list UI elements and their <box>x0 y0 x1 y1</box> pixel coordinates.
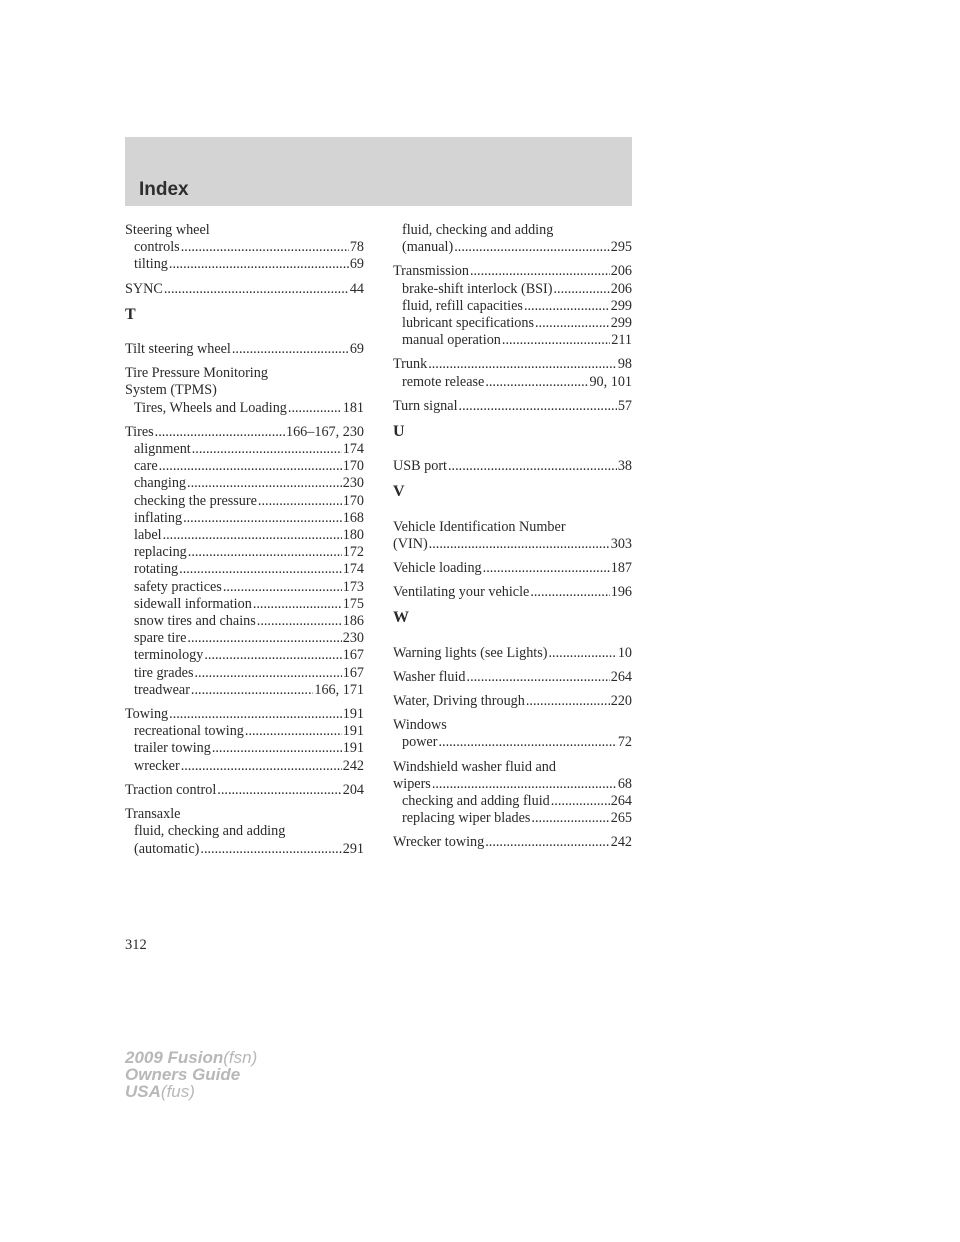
index-subentry <box>125 682 364 699</box>
page-number: 312 <box>125 937 147 953</box>
entry-term: Tire Pressure Monitoring <box>125 365 268 382</box>
footer-line-model <box>125 1049 257 1066</box>
entry-page-ref: 186 <box>342 613 364 630</box>
index-entry <box>393 458 632 475</box>
dot-leader <box>253 596 342 613</box>
entry-page-ref: 191 <box>342 740 364 757</box>
index-subentry <box>393 298 632 315</box>
dot-leader <box>245 723 342 740</box>
entry-page-ref: 265 <box>610 810 632 827</box>
index-subentry <box>125 823 364 840</box>
dot-leader <box>159 458 342 475</box>
index-entry <box>393 669 632 686</box>
entry-page-ref: 72 <box>617 734 632 751</box>
index-entry <box>393 356 632 390</box>
dot-leader <box>155 424 285 441</box>
entry-page-ref: 166, 171 <box>314 681 364 698</box>
entry-term: Turn signal <box>393 397 458 414</box>
dot-leader <box>194 665 341 682</box>
entry-page-ref: 220 <box>610 693 632 710</box>
entry-term: Vehicle Identification Number <box>393 518 566 535</box>
index-entry-line <box>125 382 364 399</box>
dot-leader <box>467 669 610 686</box>
footer-market: USA <box>125 1082 161 1101</box>
entry-page-ref: 242 <box>342 757 364 774</box>
entry-term: treadwear <box>134 681 190 698</box>
entry-term: manual operation <box>402 332 501 349</box>
entry-page-ref: 291 <box>342 840 364 857</box>
entry-term: tilting <box>134 256 168 273</box>
index-entry-line <box>393 759 632 776</box>
entry-page-ref: 230 <box>342 475 364 492</box>
entry-term: replacing <box>134 544 187 561</box>
entry-term: brake-shift interlock (BSI) <box>402 280 553 297</box>
dot-leader <box>179 561 342 578</box>
index-entry-line <box>125 424 364 441</box>
index-subentry <box>125 723 364 740</box>
footer-market-code: (fus) <box>160 1082 195 1101</box>
dot-leader <box>530 584 609 601</box>
index-entry <box>125 281 364 298</box>
index-subentry <box>125 510 364 527</box>
entry-page-ref: 57 <box>617 397 632 414</box>
index-entry-line <box>125 806 364 823</box>
index-subentry <box>125 596 364 613</box>
entry-term: Tires, Wheels and Loading <box>134 399 287 416</box>
entry-page-ref: 242 <box>610 834 632 851</box>
footer-line-guide <box>125 1066 257 1083</box>
index-entry <box>393 584 632 601</box>
index-entry <box>125 424 364 699</box>
entry-term: Tires <box>125 423 154 440</box>
entry-page-ref: 206 <box>610 263 632 280</box>
entry-term: Transmission <box>393 263 469 280</box>
entry-page-ref: 38 <box>617 458 632 475</box>
entry-term: terminology <box>134 647 204 664</box>
dot-leader <box>258 493 342 510</box>
index-subentry <box>393 734 632 751</box>
dot-leader <box>187 475 342 492</box>
index-entry-line <box>393 458 632 475</box>
dot-leader <box>181 239 349 256</box>
entry-term: tire grades <box>134 664 194 681</box>
index-entry-line <box>393 263 632 280</box>
index-entry <box>125 222 364 274</box>
dot-leader <box>429 536 610 553</box>
entry-term: Wrecker towing <box>393 834 485 851</box>
entry-term: Windows <box>393 717 447 734</box>
entry-term: rotating <box>134 561 179 578</box>
dot-leader <box>459 398 617 415</box>
entry-term: safety practices <box>134 578 222 595</box>
entry-term: Water, Driving through <box>393 693 525 710</box>
entry-term: Tilt steering wheel <box>125 341 231 358</box>
index-subentry <box>125 441 364 458</box>
dot-leader <box>257 613 342 630</box>
dot-leader <box>531 810 609 827</box>
entry-term: Windshield washer fluid and <box>393 758 556 775</box>
dot-leader <box>535 315 610 332</box>
index-subentry <box>125 400 364 417</box>
index-entry <box>393 693 632 710</box>
dot-leader <box>524 298 610 315</box>
index-entry <box>393 717 632 751</box>
index-entry <box>125 706 364 775</box>
index-entry-line <box>393 560 632 577</box>
index-subentry <box>125 758 364 775</box>
index-entry-line <box>393 536 632 553</box>
entry-term: Warning lights (see Lights) <box>393 644 548 661</box>
dot-leader <box>551 793 610 810</box>
entry-page-ref: 69 <box>349 341 364 358</box>
index-entry <box>393 519 632 553</box>
index-entry-line <box>125 222 364 239</box>
dot-leader <box>438 734 616 751</box>
entry-term: fluid, refill capacities <box>402 297 523 314</box>
dot-leader <box>470 263 610 280</box>
dot-leader <box>448 458 617 475</box>
entry-term: controls <box>134 239 180 256</box>
document-footer <box>125 1049 257 1100</box>
entry-page-ref: 204 <box>342 781 364 798</box>
index-entry <box>393 222 632 256</box>
index-subentry <box>393 239 632 256</box>
dot-leader <box>432 776 617 793</box>
index-column-left <box>125 222 364 865</box>
dot-leader <box>204 647 341 664</box>
entry-page-ref: 211 <box>611 332 632 349</box>
index-entry <box>125 806 364 858</box>
entry-term: snow tires and chains <box>134 613 256 630</box>
entry-page-ref: 90, 101 <box>589 373 632 390</box>
dot-leader <box>192 441 342 458</box>
index-entry <box>125 341 364 358</box>
entry-term: (VIN) <box>393 535 428 552</box>
index-entry-line <box>393 398 632 415</box>
entry-term: lubricant specifications <box>402 315 534 332</box>
index-entry-line <box>125 341 364 358</box>
entry-page-ref: 299 <box>610 315 632 332</box>
entry-page-ref: 172 <box>342 544 364 561</box>
entry-page-ref: 295 <box>610 239 632 256</box>
entry-term: Ventilating your vehicle <box>393 584 530 601</box>
entry-term: Vehicle loading <box>393 560 482 577</box>
index-entry-line <box>393 776 632 793</box>
entry-term: (automatic) <box>134 840 200 857</box>
entry-page-ref: 181 <box>342 399 364 416</box>
index-entry-line <box>393 645 632 662</box>
index-entry-line <box>393 356 632 373</box>
section-header <box>125 137 632 206</box>
index-letter-heading: U <box>393 423 405 441</box>
entry-term: (manual) <box>402 239 454 256</box>
dot-leader <box>163 527 342 544</box>
dot-leader <box>485 374 588 391</box>
entry-page-ref: 78 <box>349 239 364 256</box>
entry-term: wipers <box>393 775 431 792</box>
index-entry-line <box>125 281 364 298</box>
entry-page-ref: 98 <box>617 356 632 373</box>
entry-page-ref: 191 <box>342 723 364 740</box>
entry-page-ref: 10 <box>617 644 632 661</box>
entry-term: USB port <box>393 458 447 475</box>
footer-line-market <box>125 1083 257 1100</box>
entry-page-ref: 175 <box>342 595 364 612</box>
dot-leader <box>232 341 349 358</box>
index-entry-line <box>393 519 632 536</box>
entry-term: sidewall information <box>134 595 252 612</box>
entry-term: fluid, checking and adding <box>402 222 554 238</box>
entry-page-ref: 167 <box>342 664 364 681</box>
dot-leader <box>485 834 610 851</box>
index-subentry <box>393 332 632 349</box>
index-entry-line <box>393 669 632 686</box>
entry-page-ref: 68 <box>617 775 632 792</box>
entry-page-ref: 174 <box>342 561 364 578</box>
entry-page-ref: 168 <box>342 509 364 526</box>
index-subentry <box>393 315 632 332</box>
index-letter-heading: V <box>393 483 405 501</box>
entry-page-ref: 174 <box>342 441 364 458</box>
index-letter-heading: T <box>125 305 136 323</box>
dot-leader <box>526 693 610 710</box>
entry-page-ref: 264 <box>610 793 632 810</box>
index-entry-line <box>393 693 632 710</box>
dot-leader <box>188 544 342 561</box>
dot-leader <box>191 682 313 699</box>
entry-term: wrecker <box>134 757 180 774</box>
entry-term: Traction control <box>125 781 217 798</box>
index-letter-heading: W <box>393 609 409 627</box>
entry-page-ref: 303 <box>610 535 632 552</box>
entry-page-ref: 180 <box>342 527 364 544</box>
entry-term: replacing wiper blades <box>402 810 531 827</box>
entry-term: Transaxle <box>125 806 181 823</box>
entry-term: label <box>134 527 162 544</box>
entry-page-ref: 170 <box>342 458 364 475</box>
entry-term: remote release <box>402 373 485 390</box>
entry-term: alignment <box>134 441 191 458</box>
index-subentry <box>393 793 632 810</box>
entry-page-ref: 264 <box>610 668 632 685</box>
entry-term: Towing <box>125 706 169 723</box>
dot-leader <box>483 560 610 577</box>
entry-page-ref: 206 <box>610 280 632 297</box>
index-entry-line <box>125 365 364 382</box>
index-subentry <box>393 810 632 827</box>
entry-term: SYNC <box>125 280 163 297</box>
entry-page-ref: 69 <box>349 256 364 273</box>
entry-page-ref: 230 <box>342 630 364 647</box>
dot-leader <box>217 782 341 799</box>
index-entry <box>393 645 632 662</box>
index-entry <box>393 834 632 851</box>
index-subentry <box>125 665 364 682</box>
index-subentry <box>393 281 632 298</box>
index-subentry <box>125 740 364 757</box>
index-entry <box>393 263 632 349</box>
entry-page-ref: 166–167, 230 <box>285 423 364 440</box>
index-subentry <box>125 544 364 561</box>
entry-term: fluid, checking and adding <box>134 823 286 840</box>
index-entry <box>393 759 632 828</box>
index-entry <box>393 560 632 577</box>
dot-leader <box>164 281 349 298</box>
index-subentry <box>125 630 364 647</box>
dot-leader <box>502 332 610 349</box>
entry-term: recreational towing <box>134 723 244 740</box>
dot-leader <box>288 400 342 417</box>
index-subentry <box>393 222 632 239</box>
dot-leader <box>554 281 610 298</box>
entry-page-ref: 44 <box>349 280 364 297</box>
dot-leader <box>428 356 617 373</box>
footer-model: 2009 Fusion <box>125 1048 224 1067</box>
entry-page-ref: 196 <box>610 584 632 601</box>
index-subentry <box>125 579 364 596</box>
footer-guide: Owners Guide <box>125 1065 241 1084</box>
entry-term: changing <box>134 475 187 492</box>
dot-leader <box>549 645 617 662</box>
index-subentry <box>125 841 364 858</box>
index-subentry <box>125 493 364 510</box>
entry-term: Steering wheel <box>125 222 210 238</box>
index-subentry <box>125 475 364 492</box>
index-subentry <box>125 458 364 475</box>
index-entry-line <box>393 584 632 601</box>
index-subentry <box>125 647 364 664</box>
entry-term: trailer towing <box>134 740 211 757</box>
index-entry <box>125 782 364 799</box>
index-entry-line <box>125 782 364 799</box>
entry-page-ref: 299 <box>610 297 632 314</box>
index-entry-line <box>125 706 364 723</box>
index-entry-line <box>393 834 632 851</box>
dot-leader <box>169 256 349 273</box>
entry-term: inflating <box>134 509 183 526</box>
dot-leader <box>212 740 342 757</box>
dot-leader <box>454 239 610 256</box>
dot-leader <box>200 841 341 858</box>
entry-page-ref: 187 <box>610 560 632 577</box>
index-entry-line <box>393 717 632 734</box>
dot-leader <box>181 758 342 775</box>
index-column-right <box>393 222 632 859</box>
index-subentry <box>125 561 364 578</box>
entry-term: care <box>134 458 158 475</box>
dot-leader <box>223 579 342 596</box>
dot-leader <box>169 706 342 723</box>
entry-term: power <box>402 734 438 751</box>
entry-term: System (TPMS) <box>125 382 217 399</box>
index-subentry <box>125 613 364 630</box>
entry-term: checking the pressure <box>134 492 257 509</box>
entry-term: Washer fluid <box>393 668 466 685</box>
dot-leader <box>183 510 342 527</box>
entry-term: spare tire <box>134 630 187 647</box>
index-entry <box>393 398 632 415</box>
index-subentry <box>125 527 364 544</box>
index-subentry <box>125 256 364 273</box>
dot-leader <box>187 630 341 647</box>
section-title: Index <box>139 179 189 200</box>
entry-page-ref: 170 <box>342 492 364 509</box>
entry-term: checking and adding fluid <box>402 793 550 810</box>
index-subentry <box>393 374 632 391</box>
footer-model-code: (fsn) <box>223 1048 258 1067</box>
index-subentry <box>125 239 364 256</box>
entry-term: Trunk <box>393 356 428 373</box>
entry-page-ref: 167 <box>342 647 364 664</box>
index-entry <box>125 365 364 417</box>
entry-page-ref: 191 <box>342 706 364 723</box>
entry-page-ref: 173 <box>342 578 364 595</box>
